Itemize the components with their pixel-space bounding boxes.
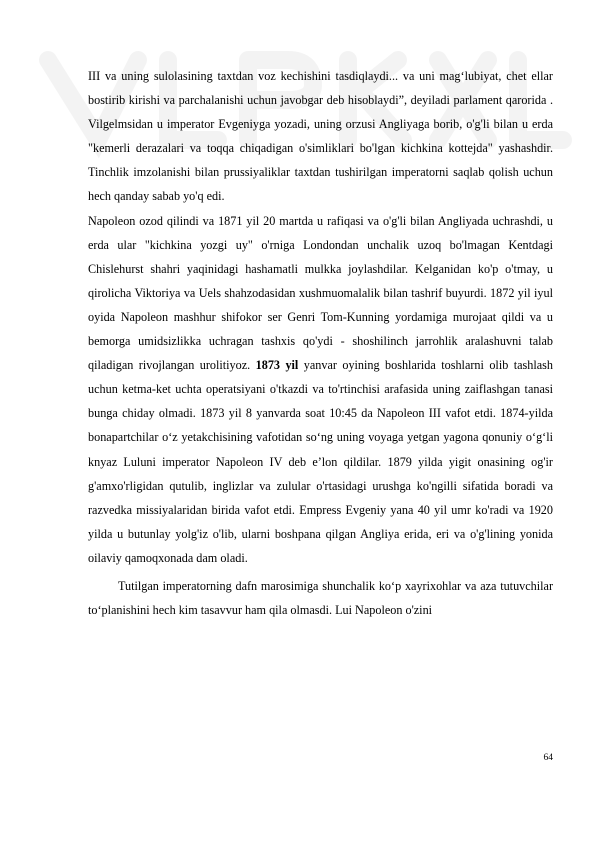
paragraph-2-bold-year: 1873 yil	[255, 358, 299, 373]
paragraph-2	[88, 209, 553, 570]
page-number: 64	[543, 753, 553, 763]
paragraph-1-text: III va uning sulolasining taxtdan voz kechishini tasdiqlaydi... va uni mag‘lubiyat, chet ellar bostirib kirishi va parchalanishi uchun javobgar deb hisoblaydi”, deyiladi parlament qarorida . Vilgelmsidan u imperator Evgeniyga yozadi, uning orzusi Angliyaga borib, o'g'li bilan u erda "kemerli derazalari va toqqa chiqadigan o'simliklari bo'lgan kichkina kottejda" yashashdir. Tinchlik imzolanishi bilan prussiyaliklar taxtdan tushirilgan imperatorni saqlab qolish uchun hech qanday sabab yo'q edi.	[88, 69, 553, 204]
paragraph-3-text: Tutilgan imperatorning dafn marosimiga shunchalik ko‘p xayrixohlar va aza tutuvchilar to‘planishini hech kim tasavvur ham qila olmasdi. Lui Napoleon o'zini	[88, 578, 553, 618]
paragraph-2-text-b: yanvar oyining boshlarida toshlarni olib tashlash uchun ketma-ket uchta operatsiyani o'tkazdi va to'rtinchisi arafasida uning zaiflashgan tanasi bunga chiday olmadi. 1873 yil 8 yanvarda soat 10:45 da Napoleon III vafot etdi. 1874-yilda bonapartchilar o‘z yetakchisining vafotidan so‘ng uning voyaga yetgan yagona qonuniy o‘g‘li knyaz Luluni imperator Napoleon IV deb e’lon qildilar. 1879 yilda yigit onasining og'ir g'amxo'rligidan qutulib, inglizlar va zulular o'rtasidagi urushga ko'ngilli sifatida boradi va razvedka missiyalaridan birida vafot etdi. Empress Evgeniy yana 40 yil umr ko'radi va 1920 yilda u butunlay yolg'iz o'lib, ularni boshpana qilgan Angliya erida, eri va o'g'lining yonida oilaviy qamoqxonada dam oladi.	[88, 358, 553, 565]
paragraph-2-text-a: Napoleon ozod qilindi va 1871 yil 20 martda u rafiqasi va o'g'li bilan Angliyada uchrashdi, u erda ular "kichkina yozgi uy" o'rniga Londondan unchalik uzoq bo'lmagan Kentdagi Chislehurst shahri yaqinidagi hashamatli mulkka joylashdilar. Kelganidan ko'p o'tmay, u qirolicha Viktoriya va Uels shahzodasidan xushmuomalalik bilan tashrif buyurdi. 1872 yil iyul oyida Napoleon mashhur shifokor ser Genri Tom-Kunning yordamiga murojaat qildi va u bemorga umidsizlikka uchragan tashxis qo'ydi - shoshilinch jarrohlik aralashuvni talab qiladigan rivojlangan urolitiyoz.	[88, 213, 553, 373]
paragraph-3	[88, 574, 553, 622]
body-text	[88, 64, 553, 622]
paragraph-1	[88, 64, 553, 209]
